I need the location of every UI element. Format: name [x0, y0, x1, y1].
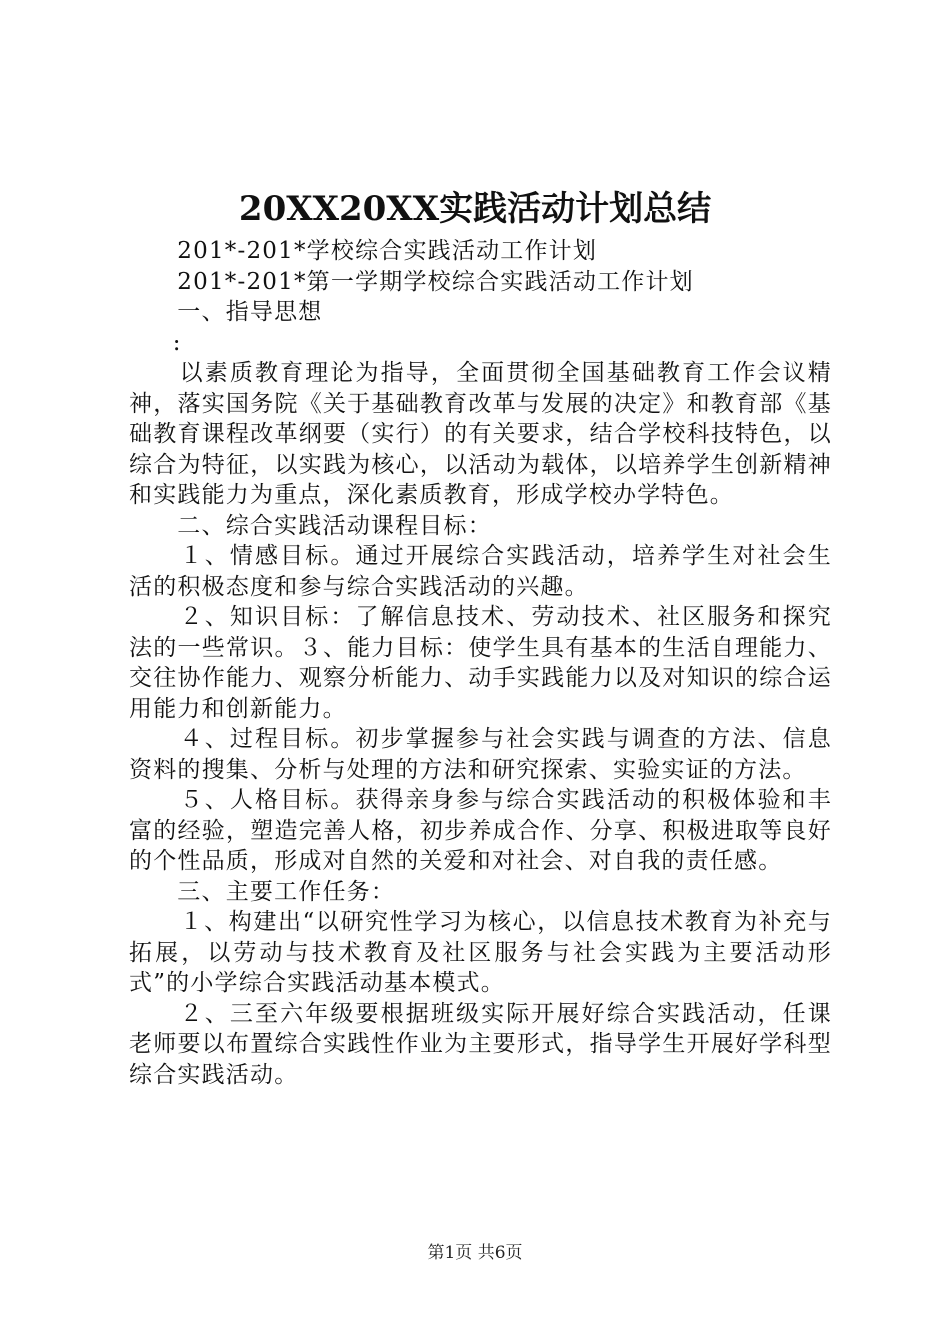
subtitle-line-1: 201*-201*学校综合实践活动工作计划	[177, 238, 598, 264]
paragraph-goal-personality: ５、人格目标。获得亲身参与综合实践活动的积极体验和丰富的经验，塑造完善人格，初步养成合作、分享、积极进取等良好的个性品质，形成对自然的关爱和对社会、对自我的责任感。	[129, 787, 832, 874]
document-body	[129, 236, 832, 1090]
document-title: 20XX20XX实践活动计划总结	[238, 189, 712, 229]
colon-line: :	[172, 329, 182, 356]
subtitle-line-2: 201*-201*第一学期学校综合实践活动工作计划	[177, 268, 694, 295]
paragraph-goal-process: ４、过程目标。初步掌握参与社会实践与调查的方法、信息资料的搜集、分析与处理的方法和研究探索、实验实证的方法。	[129, 726, 832, 783]
paragraph-task-1: １、构建出“以研究性学习为核心，以信息技术教育为补充与拓展，以劳动与技术教育及社区服务与社会实践为主要活动形式”的小学综合实践活动基本模式。	[129, 909, 832, 996]
page-footer: 第1页 共6页	[427, 1243, 523, 1263]
section-heading-2: 二、综合实践活动课程目标：	[177, 512, 492, 539]
paragraph-goal-knowledge-ability: ２、知识目标：了解信息技术、劳动技术、社区服务和探究法的一些常识。３、能力目标：使学生具有基本的生活自理能力、交往协作能力、观察分析能力、动手实践能力以及对知识的综合运用能力和创新能力。	[129, 604, 832, 722]
section-heading-3: 三、主要工作任务：	[177, 878, 396, 905]
paragraph-task-2: ２、三至六年级要根据班级实际开展好综合实践活动，任课老师要以布置综合实践性作业为主要形式，指导学生开展好学科型综合实践活动。	[129, 1000, 832, 1088]
paragraph-goal-emotion: １、情感目标。通过开展综合实践活动，培养学生对社会生活的积极态度和参与综合实践活动的兴趣。	[129, 543, 832, 600]
paragraph-guiding-idea: 以素质教育理论为指导，全面贯彻全国基础教育工作会议精神，落实国务院《关于基础教育改革与发展的决定》和教育部《基础教育课程改革纲要（实行）的有关要求，结合学校科技特色，以综合为特征，以实践为核心，以活动为载体，以培养学生创新精神和实践能力为重点，深化素质教育，形成学校办学特色。	[129, 360, 832, 508]
section-heading-1: 一、指导思想	[177, 299, 323, 325]
